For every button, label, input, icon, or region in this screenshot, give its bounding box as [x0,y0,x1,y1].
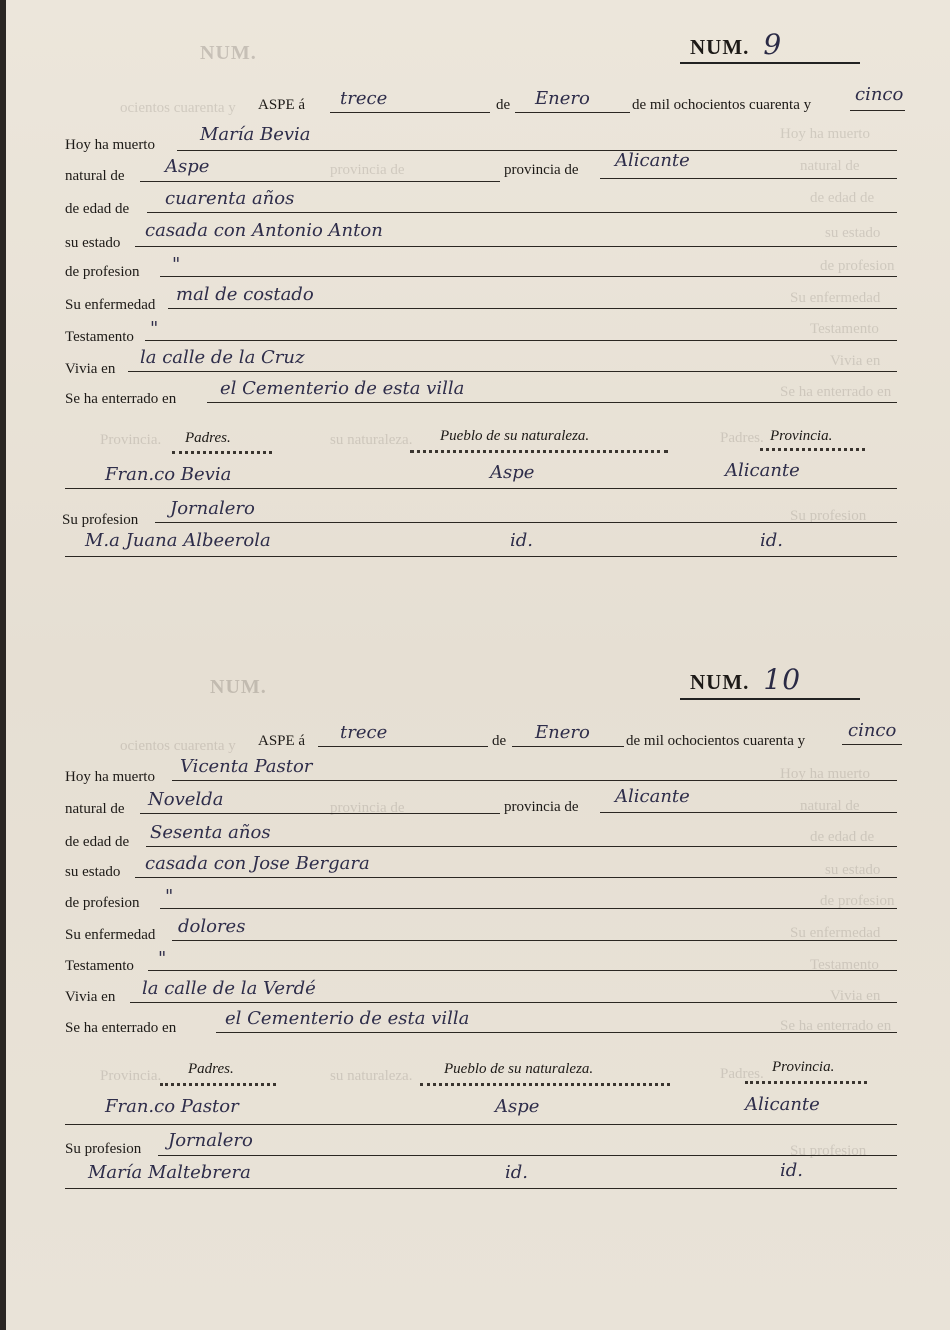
aspe-label: ASPE á [258,97,306,113]
natural-label: natural de [65,801,125,817]
enfermedad-rule [172,940,897,941]
ghost-text: Vivia en [830,988,881,1004]
num-underline [680,62,860,64]
provincia-header-underline [760,448,865,451]
madre-provincia-value: id. [760,530,784,551]
num-label: NUM. [690,670,750,694]
estado-value: casada con Jose Bergara [145,853,370,874]
vivia-label: Vivia en [65,989,116,1005]
ghost-text: Hoy ha muerto [780,126,870,142]
padre-profesion-rule [158,1155,897,1156]
enterrado-value: el Cementerio de esta villa [225,1008,470,1029]
profesion-rule [160,276,897,277]
ghost-text: Hoy ha muerto [780,766,870,782]
estado-rule [135,877,897,878]
provincia-value: Alicante [615,786,690,807]
ghost-text: su naturaleza. [330,1068,413,1084]
year-label: de mil ochocientos cuarenta y [632,97,812,113]
ghost-text: Vivia en [830,353,881,369]
ghost-text: ocientos cuarenta y [120,738,236,754]
year-rule [850,110,905,111]
year-label: de mil ochocientos cuarenta y [626,733,806,749]
enfermedad-value: mal de costado [176,284,314,305]
vivia-rule [130,1002,897,1003]
profesion-value: " [172,254,181,275]
ghost-text: provincia de [330,162,405,178]
aspe-label: ASPE á [258,733,306,749]
muerto-label: Hoy ha muerto [65,137,155,153]
vivia-value: la calle de la Cruz [140,347,305,368]
ghost-text: de profesion [820,258,895,274]
ghost-text: de profesion [820,893,895,909]
padres-underline [172,451,272,454]
madre-value: María Maltebrera [88,1162,251,1183]
estado-label: su estado [65,235,121,251]
ghost-num-2: NUM. [210,676,267,698]
provincia-label: provincia de [504,162,579,178]
testamento-label: Testamento [65,329,134,345]
enterrado-label: Se ha enterrado en [65,391,177,407]
ghost-text: provincia de [330,800,405,816]
padre-provincia-value: Alicante [725,460,800,481]
ghost-text: Se ha enterrado en [780,384,892,400]
page-binding-edge [0,0,6,1330]
enterrado-value: el Cementerio de esta villa [220,378,465,399]
provincia-header: Provincia. [772,1059,835,1075]
year-suffix-value: cinco [848,720,897,741]
padres-header: Padres. [185,430,231,446]
day-value: trece [340,722,388,743]
year-suffix-value: cinco [855,84,904,105]
testamento-value: " [150,318,159,339]
ghost-text: Su profesion [790,508,867,524]
ghost-text: Su enfermedad [790,925,881,941]
day-rule [318,746,488,747]
padre-pueblo-value: Aspe [490,462,535,483]
padres-underline [160,1083,276,1086]
testamento-rule [148,970,897,971]
pueblo-underline [420,1083,670,1086]
ghost-text: Testamento [810,321,879,337]
ghost-text: natural de [800,158,860,174]
num-value: 10 [763,663,802,696]
enfermedad-label: Su enfermedad [65,297,156,313]
natural-value: Novelda [148,789,224,810]
ghost-num-1: NUM. [200,42,257,64]
edad-value: cuarenta años [165,188,295,209]
enterrado-label: Se ha enterrado en [65,1020,177,1036]
testamento-value: " [158,948,167,969]
padre-rule [65,1124,897,1125]
num-value: 9 [763,28,783,61]
enterrado-rule [207,402,897,403]
estado-value: casada con Antonio Anton [145,220,383,241]
entry-number [690,663,801,696]
year-rule [842,744,902,745]
enfermedad-label: Su enfermedad [65,927,156,943]
vivia-rule [128,371,897,372]
day-value: trece [340,88,388,109]
padre-profesion-value: Jornalero [168,1130,253,1151]
month-value: Enero [535,88,590,109]
muerto-value: Vicenta Pastor [180,756,313,777]
padre-rule [65,488,897,489]
padre-provincia-value: Alicante [745,1094,820,1115]
vivia-label: Vivia en [65,361,116,377]
day-rule [330,112,490,113]
provincia-rule [600,812,897,813]
ghost-text: Padres. [720,430,764,446]
provincia-header: Provincia. [770,428,833,444]
provincia-value: Alicante [615,150,690,171]
num-underline [680,698,860,700]
ghost-text: Su enfermedad [790,290,881,306]
edad-rule [146,846,897,847]
padre-profesion-rule [155,522,897,523]
edad-value: Sesenta años [150,822,271,843]
edad-rule [147,212,897,213]
madre-value: M.a Juana Albeerola [85,530,271,551]
estado-rule [135,246,897,247]
padre-pueblo-value: Aspe [495,1096,540,1117]
ghost-text: Testamento [810,957,879,973]
madre-rule [65,556,897,557]
natural-rule [140,181,500,182]
provincia-rule [600,178,897,179]
enfermedad-value: dolores [178,916,246,937]
profesion-label: de profesion [65,895,140,911]
ghost-text: su estado [825,225,881,241]
padre-profesion-value: Jornalero [170,498,255,519]
muerto-rule [177,150,897,151]
ghost-text: su naturaleza. [330,432,413,448]
estado-label: su estado [65,864,121,880]
provincia-label: provincia de [504,799,579,815]
de-label: de [492,733,507,749]
ghost-text: de edad de [810,190,875,206]
madre-provincia-value: id. [780,1160,804,1181]
madre-pueblo-value: id. [510,530,534,551]
muerto-rule [172,780,897,781]
profesion-label: de profesion [65,264,140,280]
su-profesion-label: Su profesion [62,512,139,528]
entry-number [690,28,782,61]
pueblo-header: Pueblo de su naturaleza. [444,1061,594,1077]
ghost-text: Su profesion [790,1143,867,1159]
padre-value: Fran.co Bevia [105,464,232,485]
month-rule [515,112,630,113]
pueblo-header: Pueblo de su naturaleza. [440,428,590,444]
natural-value: Aspe [165,156,210,177]
muerto-value: María Bevia [200,124,311,145]
ghost-text: su estado [825,862,881,878]
ghost-text: Padres. [720,1066,764,1082]
de-label: de [496,97,511,113]
su-profesion-label: Su profesion [65,1141,142,1157]
ghost-text: de edad de [810,829,875,845]
month-value: Enero [535,722,590,743]
ghost-text: Se ha enterrado en [780,1018,892,1034]
madre-pueblo-value: id. [505,1162,529,1183]
pueblo-underline [410,450,668,453]
edad-label: de edad de [65,201,130,217]
padres-header: Padres. [188,1061,234,1077]
profesion-value: " [165,886,174,907]
natural-rule [140,813,500,814]
ghost-text: natural de [800,798,860,814]
natural-label: natural de [65,168,125,184]
enfermedad-rule [168,308,897,309]
padre-value: Fran.co Pastor [105,1096,239,1117]
ghost-text: Provincia. [100,1068,162,1084]
vivia-value: la calle de la Verdé [142,978,316,999]
provincia-header-underline [745,1081,867,1084]
edad-label: de edad de [65,834,130,850]
ghost-text: ocientos cuarenta y [120,100,236,116]
muerto-label: Hoy ha muerto [65,769,155,785]
ghost-text: Provincia. [100,432,162,448]
madre-rule [65,1188,897,1189]
enterrado-rule [216,1032,897,1033]
testamento-label: Testamento [65,958,134,974]
profesion-rule [160,908,897,909]
testamento-rule [145,340,897,341]
num-label: NUM. [690,35,750,59]
month-rule [512,746,624,747]
